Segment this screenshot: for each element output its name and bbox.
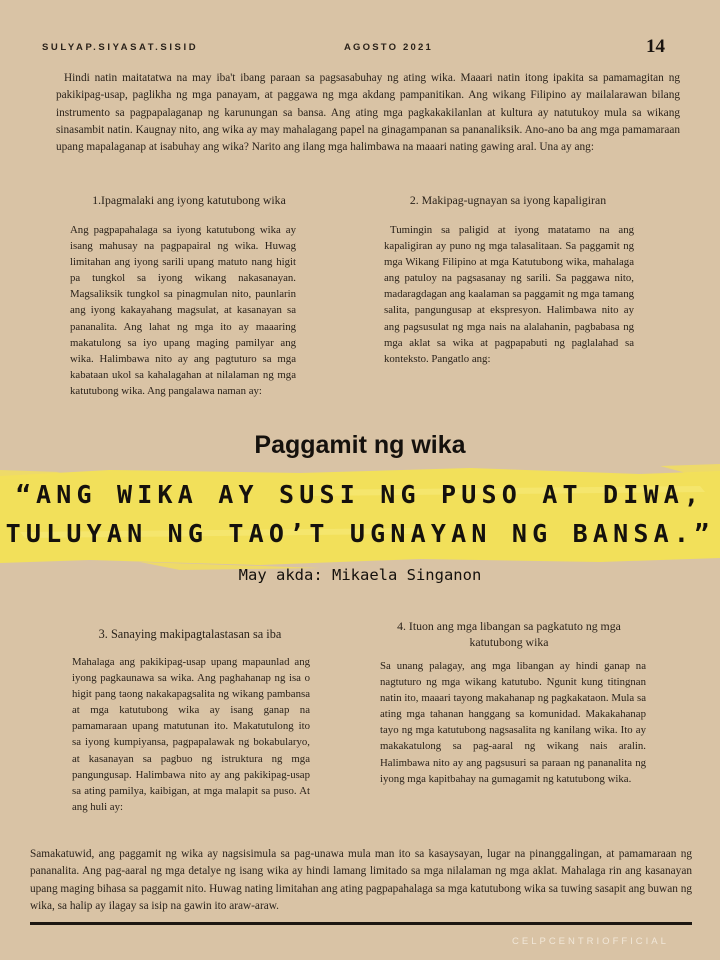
section-3-heading: 3. Sanaying makipagtalastasan sa iba [98, 627, 282, 641]
footer-handle: CELPCENTRIOFFICIAL [512, 936, 669, 947]
section-2-body: Tumingin sa paligid at iyong matatamo na ang kapaligiran ay puno ng mga talasalitaan. Sa paggamit ng mga Wikang Filipino at mga Katutubong wika, mahalaga ang patuloy na pagsasanay ng sarili. Sa paggawa nito, madaragdagan ang kaalaman sa paggamit ng mga tamang salita, pangungusap at ekspresyon. Halimbawa nito ay ang pagsusulat ng mga nais na alalahanin, pagbabasa ng mga aklat sa wika at pagpapabuti ng paglalahad sa konteksto. Pangatlo ang: [384, 224, 634, 365]
page-number: 14 [646, 36, 665, 57]
section-4-heading: 4. Ituon ang mga libangan sa pagkatuto ng mga katutubong wika [397, 619, 621, 649]
page-header [0, 38, 720, 60]
conclusion-paragraph: Samakatuwid, ang paggamit ng wika ay nagsisimula sa pag-unawa mula man ito sa kasaysayan, lugar na pinanggalingan, at pamamaraan ng pananalita. Ang pag-aaral ng mga detalye ng isang wika ay hindi lamang limitado sa mga nilalaman ng mga aklat. Mahalaga rin ang kasanayan upang maging bihasa sa paggamit nito. Huwag nating limitahan ang ating pagpapahalaga sa mga katutubong wika sa tuwing sasapit ang buwan ng wika, sa halip ay ilagay sa isip na gawin ito araw-araw. [30, 848, 692, 912]
publication-name: SULYAP.SIYASAT.SISID [42, 42, 199, 53]
section-3-body: Mahalaga ang pakikipag-usap upang mapaunlad ang iyong pagkaunawa sa wika. Ang paghahanap ng isa o higit pang taong nakakapagsalita ng wikang pambansa at mga katutubong wika ay isang ganap na pamamaraan upang matutunan ito. Makatutulong ito sa iyong kumpiyansa, pagpapalawak ng bokabularyo, at kasanayan sa pagbuo ng istruktura ng mga pangungusap. Halimbawa nito ay ang pakikipag-usap sa ating pamilya, kaibigan, at mga malapit sa puso. At ang huli ay: [72, 656, 310, 813]
intro-paragraph: Hindi natin maitatatwa na may iba't ibang paraan sa pagsasabuhay ng ating wika. Maaari natin itong ipakita sa pamamagitan ng pakikipag-usap, paglikha ng mga panayam, at paggawa ng mga akdang pampanitikan. Ang wikang Filipino ay mailalarawan bilang instrumento sa pagpapalaganap ng karunungan sa bansa. Ang ating mga pagkakakilanlan at kultura ay natutukoy mula sa wikang sinasambit natin. Kaugnay nito, ang wika ay may mahalagang papel na ginagampanan sa pananaliksik. Ano-ano ba ang mga pamamaraan upang mapalaganap at isabuhay ang wika? Narito ang ilang mga halimbawa na maaari nating gawing aral. Una ay ang: [56, 72, 680, 154]
issue-date: AGOSTO 2021 [344, 42, 433, 53]
banner-title: Paggamit ng wika [254, 431, 466, 459]
quote-line-1: “ANG WIKA AY SUSI NG PUSO AT DIWA, [15, 480, 705, 509]
section-1-body: Ang pagpapahalaga sa iyong katutubong wika ay isang mahusay na pagpapairal ng wika. Huwag limitahan ang iyong sarili upang matuto nang higit pa tungkol sa iyong wikang nakasanayan. Magsaliksik tungkol sa pinagmulan nito, paunlarin ang iyong kakayahang magsulat, at kasanayan sa pananalita. Ang lahat ng mga ito ay maaaring makatulong sa iyo upang maging pamilyar ang wika. Halimbawa nito ay ang pagtuturo sa mga kabataan ukol sa kahalagahan at nilalaman ng mga katutubong wika. Ang pangalawa naman ay: [70, 224, 296, 397]
quote-line-2: TULUYAN NG TAO’T UGNAYAN NG BANSA.” [5, 519, 715, 548]
quote-author: May akda: Mikaela Singanon [238, 566, 482, 584]
section-4-body: Sa unang palagay, ang mga libangan ay hindi ganap na nagtuturo ng mga wikang katutubo. Ngunit kung titingnan natin ito, maaari tayong makahanap ng pagkakataon. Mula sa ating mga tahanan hanggang sa komunidad. Makakahanap tayo ng mga katutubong nagsasalita ng kanilang wika. Ito ay makakatulong sa pag-aaral ng wikang nais aralin. Halimbawa nito ay ang pagsusuri sa paraan ng pananalita ng iyong mga kapitbahay na gumagamit ng katutubong wika. [380, 660, 646, 785]
section-1-heading: 1.Ipagmalaki ang iyong katutubong wika [92, 193, 286, 207]
highlight-brush-stroke [0, 462, 720, 570]
footer-divider [30, 922, 692, 925]
section-2-heading: 2. Makipag-ugnayan sa iyong kapaligiran [409, 193, 607, 207]
